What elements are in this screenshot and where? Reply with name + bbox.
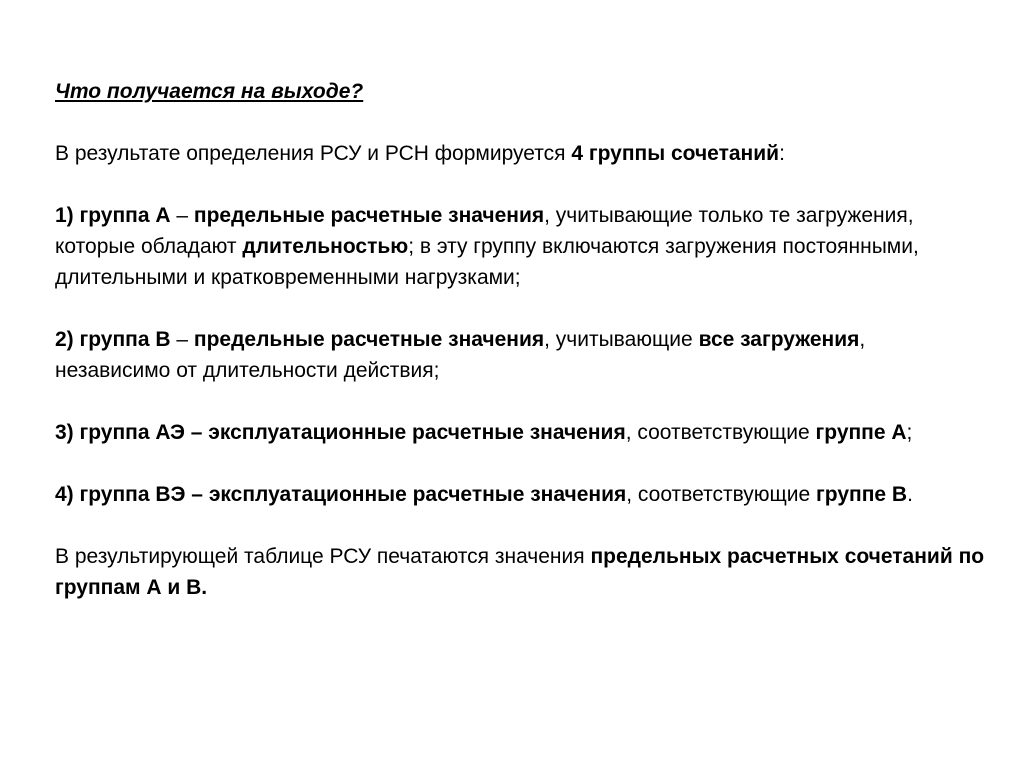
group-a-duration: длительностью (242, 235, 409, 258)
group-be-paragraph (55, 479, 985, 510)
group-b-all-loads: все загружения (698, 328, 860, 351)
group-ae-ref: группе А (815, 421, 907, 444)
conclusion-paragraph (55, 541, 985, 603)
group-b-term: предельные расчетные значения (193, 328, 545, 351)
slide-heading: Что получается на выходе? (55, 80, 364, 103)
conclusion-text: В результирующей таблице РСУ печатаются значения (55, 545, 591, 568)
group-a-text-2: ; в эту группу включаются загружения постоянными, длительными и кратковременными нагрузками; (55, 235, 919, 289)
intro-text-1: В результате определения РСУ и РСН формируется (55, 142, 572, 165)
slide-content (55, 76, 985, 603)
group-a-text-1: , учитывающие только те загружения, которые обладают (55, 204, 914, 258)
group-ae-paragraph (55, 417, 985, 448)
intro-text-2: : (779, 142, 785, 165)
conclusion-bold: предельных расчетных сочетаний по группам А и В. (55, 545, 985, 599)
group-b-paragraph (55, 324, 985, 386)
group-b-text-2: , независимо от длительности действия; (55, 328, 866, 382)
group-be-text-1: , соответствующие (626, 483, 817, 506)
group-a-term: предельные расчетные значения (193, 204, 545, 227)
group-b-text-1: , учитывающие (544, 328, 699, 351)
group-be-label: 4) группа ВЭ – эксплуатационные расчетные значения (55, 483, 627, 506)
group-ae-text-1: , соответствующие (625, 421, 816, 444)
intro-bold: 4 группы сочетаний (571, 142, 780, 165)
intro-paragraph (55, 138, 985, 169)
group-be-text-2: . (907, 483, 913, 506)
group-b-label: 2) группа В (55, 328, 171, 351)
group-a-dash: – (170, 204, 194, 227)
group-ae-label: 3) группа АЭ – эксплуатационные расчетные значения (55, 421, 626, 444)
group-a-label: 1) группа А (55, 204, 171, 227)
group-be-ref: группе В (816, 483, 908, 506)
group-a-paragraph (55, 200, 985, 293)
group-b-dash: – (170, 328, 194, 351)
group-ae-text-2: ; (906, 421, 913, 444)
